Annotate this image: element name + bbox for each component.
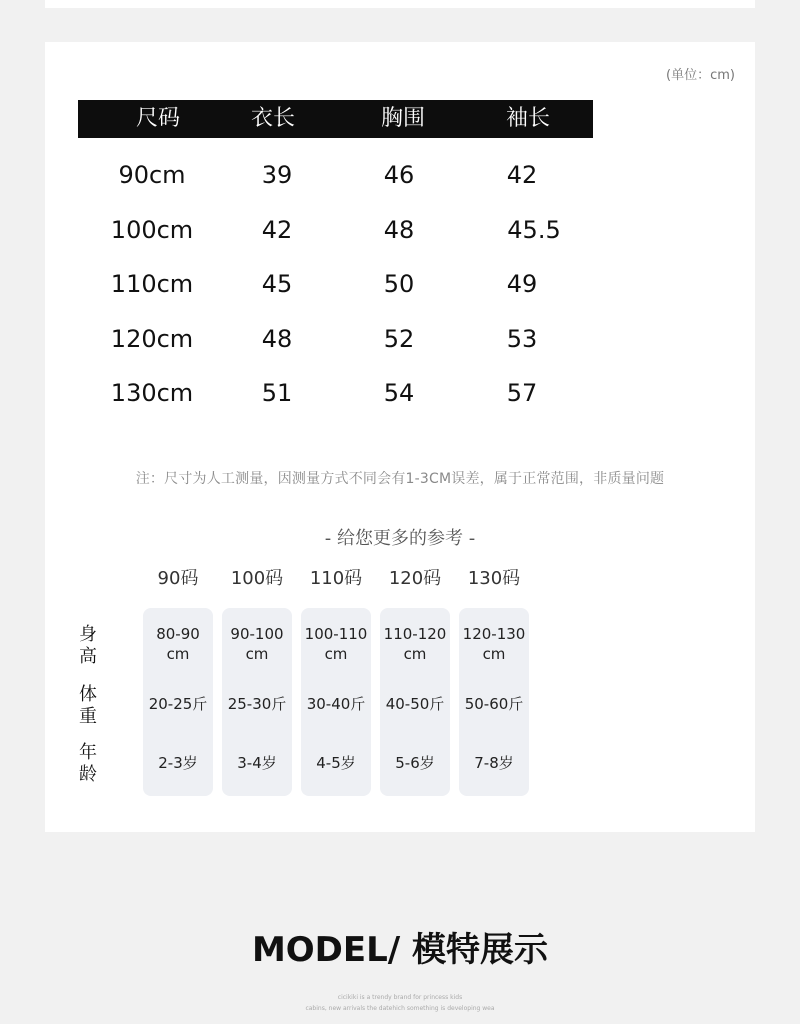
cell-length: 45 xyxy=(261,270,293,298)
weight-value: 20-25斤 xyxy=(148,695,208,713)
height-unit: cm xyxy=(324,645,348,663)
cell-sleeve: 57 xyxy=(506,379,538,407)
ref-column xyxy=(143,608,213,796)
cell-size: 90cm xyxy=(118,161,186,189)
cell-length: 39 xyxy=(261,161,293,189)
cell-sleeve: 45.5 xyxy=(507,216,561,244)
age-value: 5-6岁 xyxy=(395,754,435,772)
header-length: 衣长 xyxy=(250,106,295,131)
ref-column xyxy=(459,608,529,796)
table-header xyxy=(78,100,593,138)
height-unit: cm xyxy=(166,645,190,663)
age-value: 7-8岁 xyxy=(474,754,514,772)
height-unit: cm xyxy=(245,645,269,663)
weight-value: 50-60斤 xyxy=(464,695,524,713)
ref-column xyxy=(301,608,371,796)
footer-line: cicikiki is a trendy brand for princess kids xyxy=(337,994,463,1001)
ref-size-label: 120码 xyxy=(388,568,442,589)
cell-length: 42 xyxy=(261,216,293,244)
row-label-height: 身高 xyxy=(79,624,97,667)
top-strip xyxy=(45,0,755,8)
cell-sleeve: 42 xyxy=(506,161,538,189)
height-value: 100-110 xyxy=(304,625,368,643)
age-value: 2-3岁 xyxy=(158,754,198,772)
cell-chest: 50 xyxy=(383,270,415,298)
cell-chest: 48 xyxy=(383,216,415,244)
cell-size: 130cm xyxy=(110,379,194,407)
cell-length: 48 xyxy=(261,325,293,353)
table-row xyxy=(45,319,755,359)
cell-sleeve: 53 xyxy=(506,325,538,353)
cell-length: 51 xyxy=(261,379,293,407)
ref-size-label: 100码 xyxy=(230,568,284,589)
ref-size-label: 110码 xyxy=(309,568,363,589)
cell-chest: 54 xyxy=(383,379,415,407)
cell-sleeve: 49 xyxy=(506,270,538,298)
model-section-title: MODEL/ 模特展示 xyxy=(251,930,549,970)
height-value: 90-100 xyxy=(230,625,284,643)
unit-label: (单位：cm) xyxy=(666,68,735,83)
cell-size: 110cm xyxy=(110,270,194,298)
height-value: 120-130 xyxy=(462,625,526,643)
ref-column xyxy=(222,608,292,796)
reference-title: - 给您更多的参考 - xyxy=(324,528,476,549)
table-row xyxy=(45,210,755,250)
table-row xyxy=(45,373,755,413)
header-sleeve: 袖长 xyxy=(505,106,550,131)
cell-size: 100cm xyxy=(110,216,194,244)
height-value: 110-120 xyxy=(383,625,447,643)
footer-line: cabins, new arrivals the datehich something is developing wea xyxy=(305,1005,495,1012)
row-label-age: 年龄 xyxy=(79,742,97,785)
cell-size: 120cm xyxy=(110,325,194,353)
ref-column xyxy=(380,608,450,796)
row-label-weight: 体重 xyxy=(79,684,97,727)
header-size: 尺码 xyxy=(135,106,180,131)
age-value: 4-5岁 xyxy=(316,754,356,772)
size-chart-card xyxy=(45,42,755,832)
age-value: 3-4岁 xyxy=(237,754,277,772)
weight-value: 25-30斤 xyxy=(227,695,287,713)
ref-size-label: 130码 xyxy=(467,568,521,589)
weight-value: 30-40斤 xyxy=(306,695,366,713)
header-chest: 胸围 xyxy=(380,106,425,131)
height-unit: cm xyxy=(403,645,427,663)
cell-chest: 46 xyxy=(383,161,415,189)
weight-value: 40-50斤 xyxy=(385,695,445,713)
height-value: 80-90 xyxy=(156,625,200,643)
height-unit: cm xyxy=(482,645,506,663)
ref-size-label: 90码 xyxy=(157,568,199,589)
cell-chest: 52 xyxy=(383,325,415,353)
table-row xyxy=(45,155,755,195)
measurement-note: 注：尺寸为人工测量，因测量方式不同会有1-3CM误差，属于正常范围，非质量问题 xyxy=(135,471,665,487)
table-row xyxy=(45,264,755,304)
